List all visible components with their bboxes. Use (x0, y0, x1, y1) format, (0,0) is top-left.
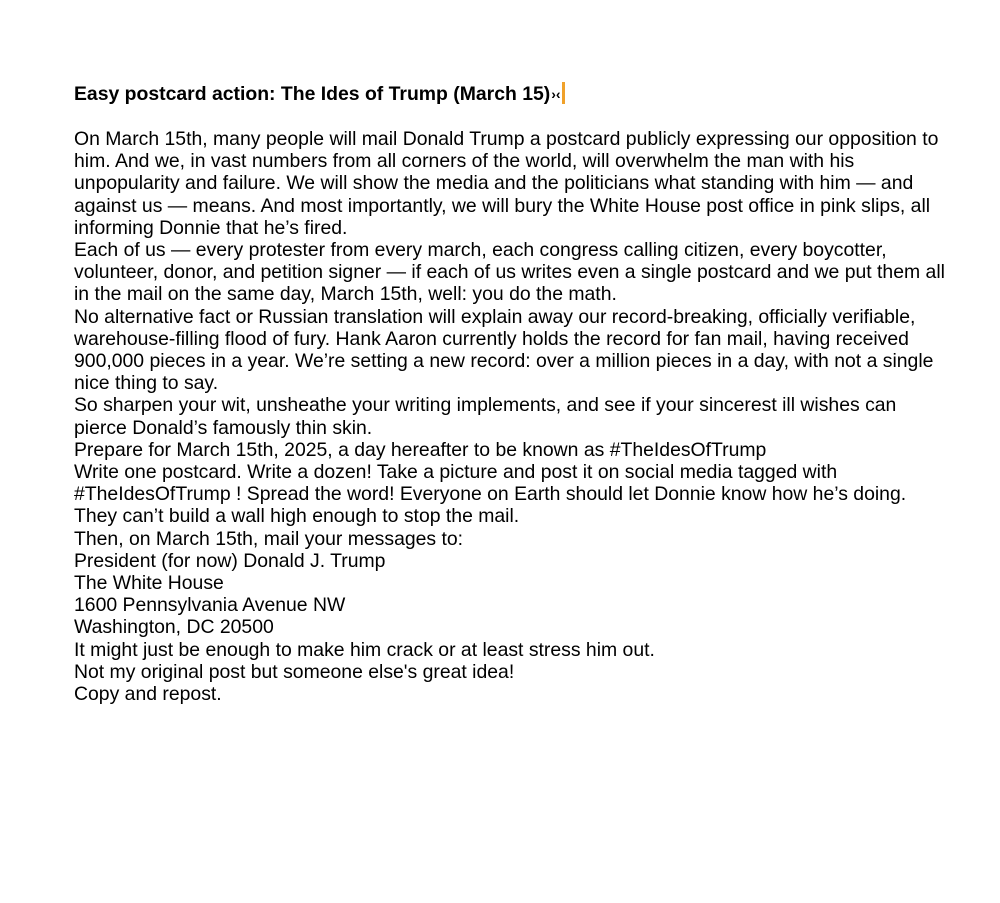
paragraph-each-of-us: Each of us — every protester from every march, each congress calling citizen, every boycotter, volunteer, donor, and petition signer — if each of us writes even a single postcard and we put them all in the mail on the same day, March 15th, well: you do the math. (74, 239, 945, 306)
address-line-building: The White House (74, 572, 224, 595)
address-line-city: Washington, DC 20500 (74, 616, 274, 639)
address-line-street: 1600 Pennsylvania Avenue NW (74, 594, 346, 617)
paragraph-prepare: Prepare for March 15th, 2025, a day hereafter to be known as #TheIdesOfTrump (74, 438, 767, 461)
address-line-recipient: President (for now) Donald J. Trump (74, 549, 386, 572)
paragraph-intro: On March 15th, many people will mail Donald Trump a postcard publicly expressing our opposition to him. And we, in vast numbers from all corners of the world, will overwhelm the man with his unpopularity and failure. We will show the media and the politicians what standing with him — and against us — means. And most importantly, we will bury the White House post office in pink slips, all informing Donnie that he’s fired. (74, 128, 939, 239)
paragraph-crack: It might just be enough to make him crack or at least stress him out. (74, 638, 655, 661)
text-cursor (562, 82, 565, 104)
paragraph-copy-repost: Copy and repost. (74, 683, 222, 706)
paragraph-record: No alternative fact or Russian translation will explain away our record-breaking, officially verifiable, warehouse-filling flood of fury. Hank Aaron currently holds the record for fan mail, having received 900,000 pieces in a year. We’re setting a new record: over a million pieces in a day, with not a single nice thing to say. (74, 305, 934, 395)
collapse-marker-icon: ›‹ (551, 86, 561, 102)
document-title: Easy postcard action: The Ides of Trump (March 15) (74, 83, 551, 105)
document-body[interactable] (74, 80, 950, 705)
paragraph-mail-to: Then, on March 15th, mail your messages to: (74, 527, 464, 550)
paragraph-write-postcard: Write one postcard. Write a dozen! Take a picture and post it on social media tagged with #TheIdesOfTrump ! Spread the word! Everyone on Earth should let Donnie know how he’s doing. They can’t build a wall high enough to stop the mail. (74, 461, 907, 528)
document-title-line (74, 80, 950, 108)
paragraph-sharpen-wit: So sharpen your wit, unsheathe your writing implements, and see if your sincerest ill wishes can pierce Donald’s famously thin skin. (74, 394, 897, 439)
paragraph-not-original: Not my original post but someone else's great idea! (74, 660, 515, 683)
